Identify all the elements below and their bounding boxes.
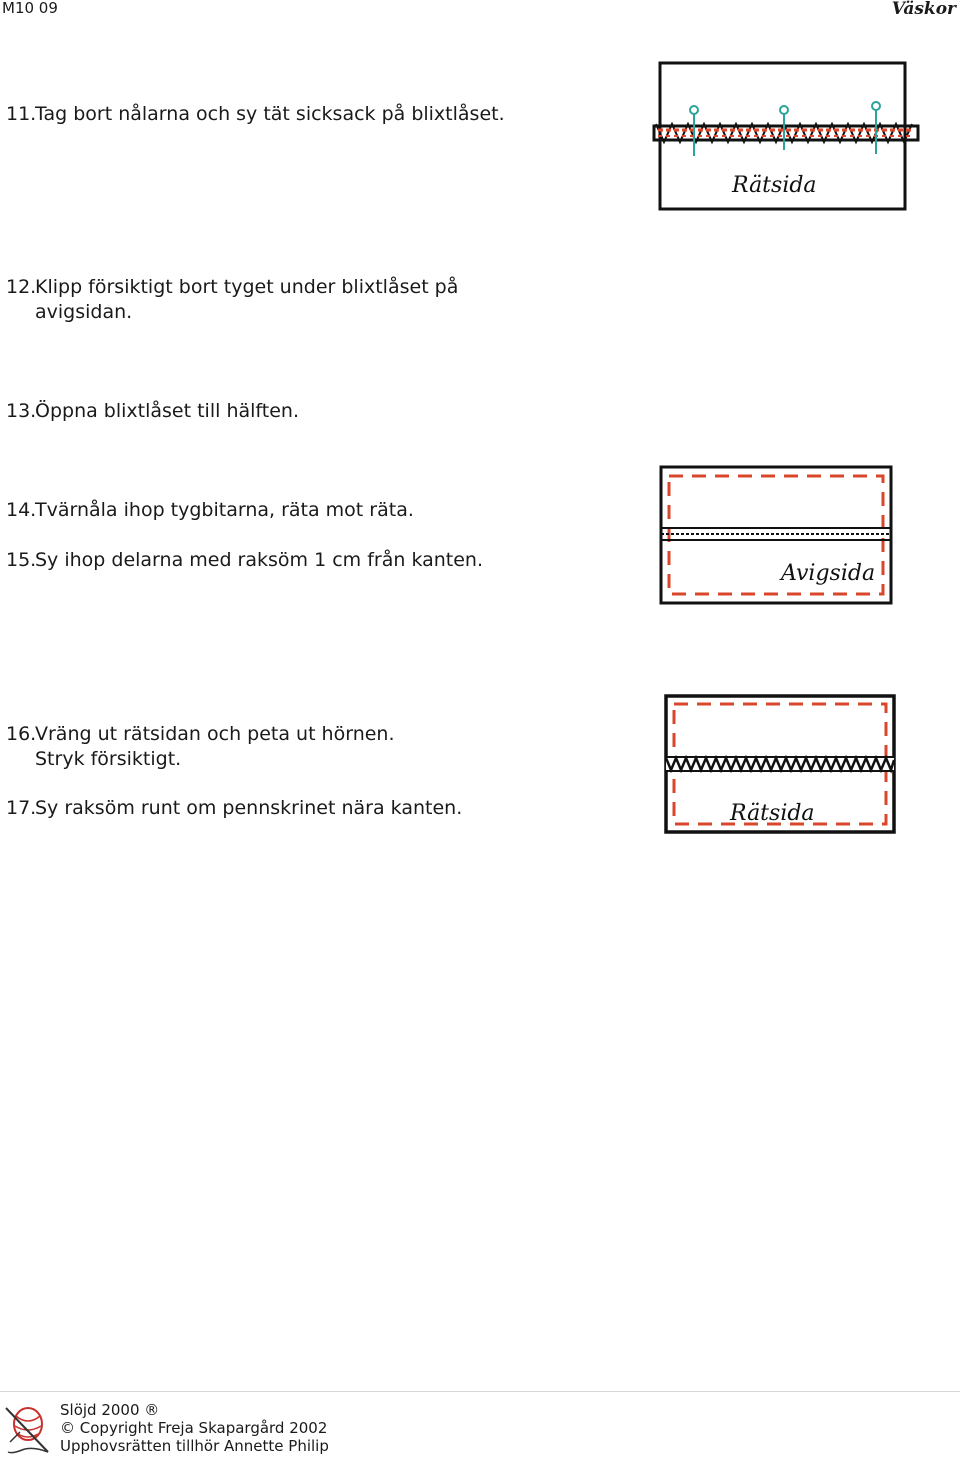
step-text-continued: Stryk försiktigt. <box>35 748 182 770</box>
step-text: Tvärnåla ihop tygbitarna, räta mot räta. <box>35 499 414 521</box>
sewing-logo-icon <box>2 1402 54 1456</box>
step-12 <box>6 275 458 325</box>
footer-copyright: © Copyright Freja Skapargård 2002 <box>60 1419 328 1437</box>
step-number: 16. <box>6 723 37 745</box>
step-14 <box>6 498 414 523</box>
step-number: 17. <box>6 797 37 819</box>
step-text: Öppna blixtlåset till hälften. <box>35 400 299 422</box>
step-number: 12. <box>6 276 37 298</box>
step-16 <box>6 722 395 772</box>
step-text: Sy raksöm runt om pennskrinet nära kanten. <box>35 797 463 819</box>
step-text: Vräng ut rätsidan och peta ut hörnen. <box>35 723 395 745</box>
step-number: 14. <box>6 499 37 521</box>
step-text: Tag bort nålarna och sy tät sicksack på blixtlåset. <box>35 103 505 125</box>
footer-divider <box>0 1391 960 1392</box>
step-11 <box>6 102 505 127</box>
step-text: Klipp försiktigt bort tyget under blixtlåset på <box>35 276 459 298</box>
right-side-label: Rätsida <box>732 173 817 198</box>
step-number: 13. <box>6 400 37 422</box>
step-13 <box>6 399 299 424</box>
footer-rights: Upphovsrätten tillhör Annette Philip <box>60 1437 329 1455</box>
step-15 <box>6 548 483 573</box>
footer-brand: Slöjd 2000 ® <box>60 1401 160 1419</box>
step-text: Sy ihop delarna med raksöm 1 cm från kanten. <box>35 549 484 571</box>
section-title: Väskor <box>891 0 956 19</box>
page-code: M10 09 <box>2 0 58 17</box>
right-side-topstitch-illustration <box>660 690 900 838</box>
wrong-side-label: Avigsida <box>781 561 876 586</box>
step-number: 11. <box>6 103 37 125</box>
right-side-label: Rätsida <box>730 801 815 826</box>
step-17 <box>6 796 462 821</box>
step-text-continued: avigsidan. <box>35 301 133 323</box>
wrong-side-illustration <box>655 462 897 610</box>
zipper-pinned-illustration <box>650 58 922 216</box>
step-number: 15. <box>6 549 37 571</box>
